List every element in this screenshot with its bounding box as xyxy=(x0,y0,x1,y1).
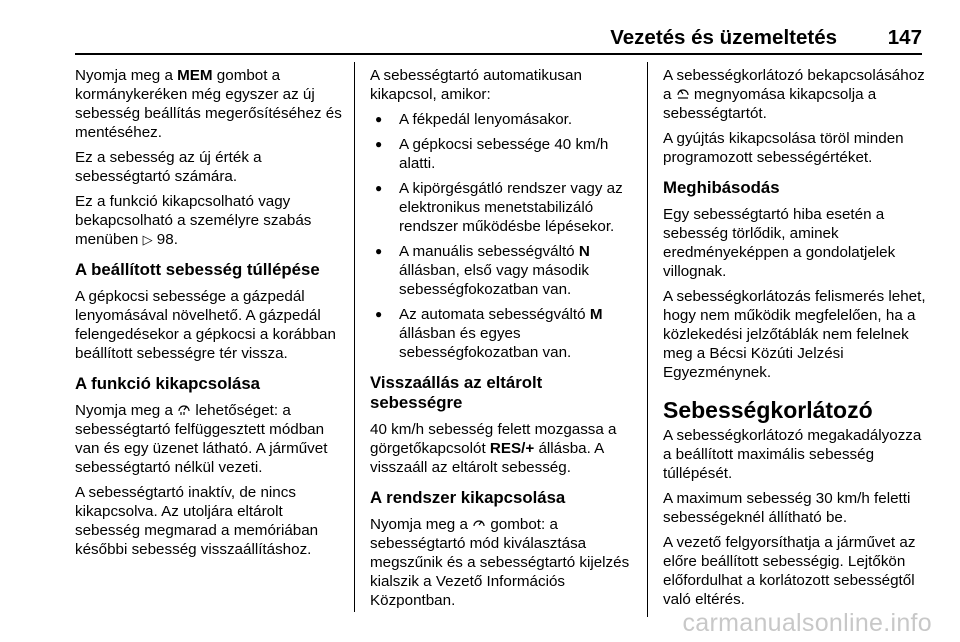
list-item: ● A gépkocsi sebessége 40 km/h alatti. xyxy=(370,135,636,173)
column-2 xyxy=(370,66,636,616)
paragraph: Nyomja meg a gombot: a sebességtartó mód kiválasztása megszűnik és a sebességtartó kijelzés kialszik a Vezető Információs Központban. xyxy=(370,516,630,609)
section-heading: A rendszer kikapcsolása xyxy=(370,488,566,507)
chapter-heading: Sebességkorlátozó xyxy=(663,397,873,423)
paragraph: 40 km/h sebesség felett mozgassa a görgetőkapcsolót RES/+ állásba. A visszaáll az eltárolt sebesség. xyxy=(370,421,617,476)
paragraph: A sebességkorlátozó megakadályozza a beállított maximális sebesség túllépését. xyxy=(663,427,922,482)
paragraph: A sebességkorlátozó bekapcsolásához a megnyomása kikapcsolja a sebességtartót. xyxy=(663,67,925,122)
header-rule xyxy=(75,53,922,55)
cruise-mode-icon xyxy=(472,515,486,534)
ref-arrow-icon: ▷ xyxy=(142,232,153,247)
watermark: carmanualsonline.info xyxy=(682,609,932,637)
section-heading: Visszaállás az eltárolt sebességre xyxy=(370,373,543,412)
column-3 xyxy=(663,66,928,615)
paragraph: Ez a funkció kikapcsolható vagy bekapcsolható a személyre szabás menüben ▷ 98. xyxy=(75,193,312,248)
paragraph: A gépkocsi sebessége a gázpedál lenyomásával növelhető. A gázpedál felengedésekor a gépkocsi a korábban beállított sebességre tér vissza. xyxy=(75,288,336,362)
page-title: Vezetés és üzemeltetés xyxy=(610,26,837,49)
paragraph: A maximum sebesség 30 km/h feletti sebességeknél állítható be. xyxy=(663,490,911,526)
paragraph: A sebességkorlátozás felismerés lehet, hogy nem működik megfelelően, ha a közlekedési jelzőtáblák nem felelnek meg a Bécsi Közúti Jelzési Egyezménynek. xyxy=(663,288,926,381)
column-divider xyxy=(354,62,355,612)
page-number: 147 xyxy=(887,26,922,49)
paragraph: Ez a sebesség az új érték a sebességtartó számára. xyxy=(75,149,262,185)
page-reference-link[interactable]: 98. xyxy=(156,231,178,248)
paragraph: A sebességtartó automatikusan kikapcsol, amikor: xyxy=(370,67,582,103)
page-header xyxy=(75,22,922,52)
section-heading: A funkció kikapcsolása xyxy=(75,374,260,393)
paragraph: Nyomja meg a lehetőséget: a sebességtartó felfüggesztett módban van és egy üzenet látható. A járművet sebességtartó nélkül vezeti. xyxy=(75,402,328,476)
column-divider xyxy=(647,62,648,617)
column-1 xyxy=(75,66,347,565)
list-item: ● A fékpedál lenyomásakor. xyxy=(370,110,636,129)
paragraph: A vezető felgyorsíthatja a járművet az előre beállított sebességig. Lejtőkön előfordulhat a korlátozott sebességtől való eltérés. xyxy=(663,534,916,608)
list-item: ● Az automata sebességváltó M állásban és egyes sebességfokozatban van. xyxy=(370,305,636,362)
section-heading: Meghibásodás xyxy=(663,178,780,197)
cruise-pause-icon xyxy=(177,401,191,420)
list-item: ● A manuális sebességváltó N állásban, első vagy második sebességfokozatban van. xyxy=(370,242,636,299)
section-heading: A beállított sebesség túllépése xyxy=(75,260,320,279)
paragraph: A gyújtás kikapcsolása töröl minden programozott sebességértéket. xyxy=(663,130,904,166)
paragraph: Egy sebességtartó hiba esetén a sebesség törlődik, aminek eredményeképpen a gondolatjelek villognak. xyxy=(663,206,896,280)
bullet-list xyxy=(370,110,636,362)
paragraph: A sebességtartó inaktív, de nincs kikapcsolva. Az utoljára eltárolt sebesség megmarad a memóriában későbbi sebesség visszaállításhoz. xyxy=(75,484,319,558)
list-item: ● A kipörgésgátló rendszer vagy az elektronikus menetstabilizáló rendszer működésbe lépésekor. xyxy=(370,179,636,236)
speed-limiter-icon xyxy=(676,85,690,104)
paragraph: Nyomja meg a MEM gombot a kormánykeréken még egyszer az új sebesség beállítás megerősítéséhez és mentéséhez. xyxy=(75,67,342,141)
